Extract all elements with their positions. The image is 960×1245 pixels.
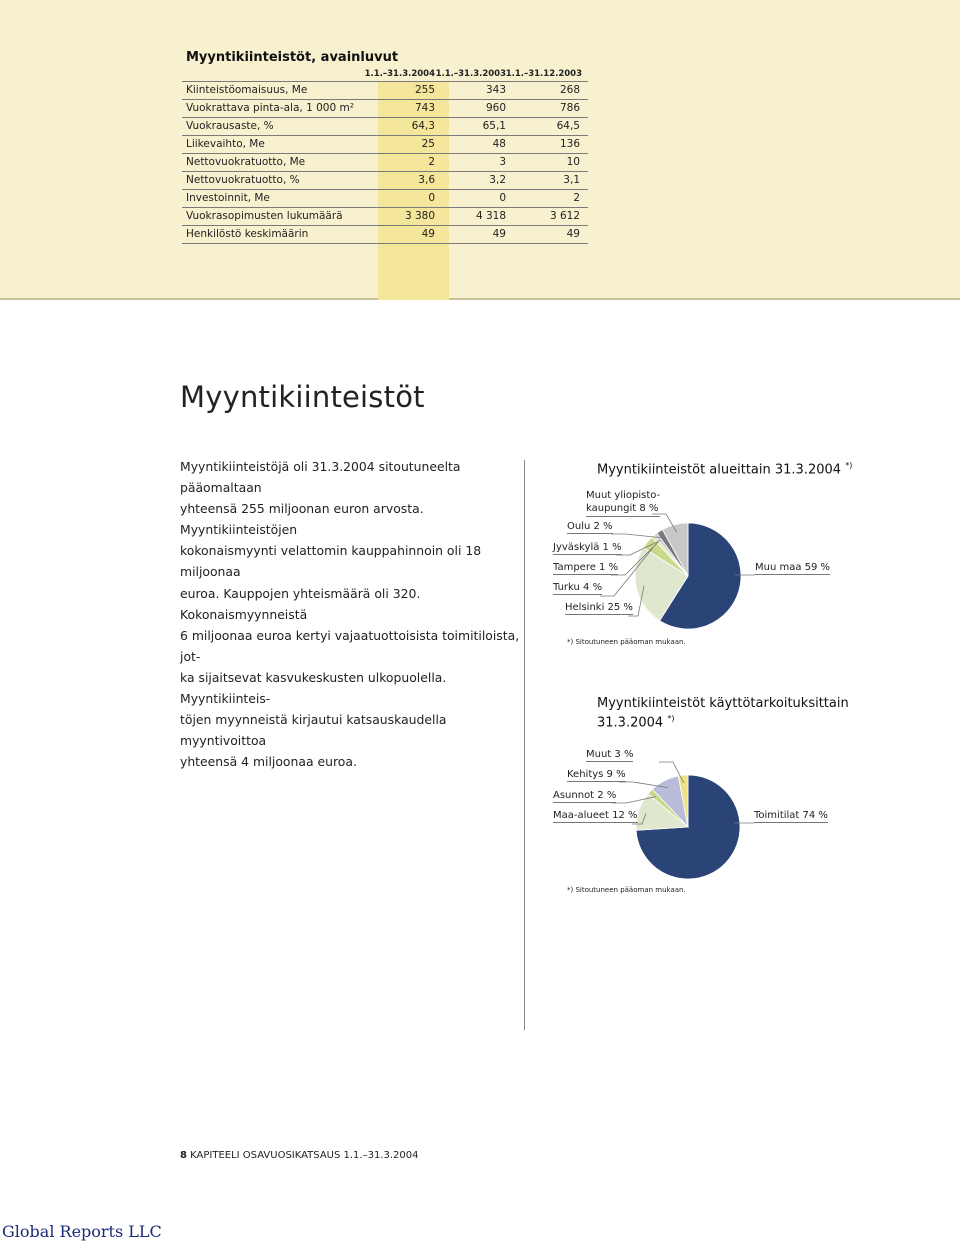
row-label: Vuokrattava pinta-ala, 1 000 m²	[186, 102, 354, 114]
cell-value: 3,2	[489, 174, 506, 186]
body-line: ka sijaitsevat kasvukeskusten ulkopuolella. Myyntikiinteis-	[180, 669, 447, 707]
key-figures-title: Myyntikiinteistöt, avainluvut	[186, 50, 399, 65]
cell-value: 64,3	[411, 120, 435, 132]
cell-value: 786	[559, 102, 580, 114]
cell-value: 2	[428, 156, 435, 168]
cell-value: 3 380	[404, 210, 435, 222]
row-label: Liikevaihto, Me	[186, 138, 265, 150]
cell-value: 25	[421, 138, 435, 150]
column-header: 1.1.–31.3.2004	[364, 69, 435, 79]
label-jyvaskyla: Jyväskylä 1 %	[553, 542, 622, 553]
cell-value: 49	[566, 228, 580, 240]
footnote-mark: *)	[845, 461, 853, 470]
body-line: töjen myynneistä kirjautui katsauskaudella myyntivoittoa	[180, 712, 447, 749]
cell-value: 3,6	[418, 174, 435, 186]
cell-value: 960	[485, 102, 506, 114]
label-toimitilat: Toimitilat 74 %	[754, 810, 828, 821]
cell-value: 743	[414, 102, 435, 114]
label-muut-usage: Muut 3 %	[586, 749, 634, 760]
column-header: 1.1.–31.12.2003	[505, 69, 582, 79]
cell-value: 65,1	[482, 120, 506, 132]
label-text: kaupungit 8 %	[586, 502, 660, 517]
page-number: 8	[180, 1150, 187, 1161]
cell-value: 0	[428, 192, 435, 204]
footnote-usage: *) Sitoutuneen pääoman mukaan.	[567, 886, 686, 894]
row-label: Investoinnit, Me	[186, 192, 270, 204]
row-label: Nettovuokratuotto, %	[186, 174, 300, 186]
body-line: Myyntikiinteistöjä oli 31.3.2004 sitoutuneelta pääomaltaan	[180, 459, 461, 496]
label-turku: Turku 4 %	[553, 582, 603, 593]
label-muut	[586, 489, 660, 517]
column-header: 1.1.–31.3.2003	[435, 69, 506, 79]
cell-value: 3	[499, 156, 506, 168]
cell-value: 4 318	[475, 210, 506, 222]
cell-value: 136	[559, 138, 580, 150]
row-label: Nettovuokratuotto, Me	[186, 156, 306, 168]
chart-title-usage	[597, 696, 849, 730]
body-line: yhteensä 255 miljoonan euron arvosta. Myyntikiinteistöjen	[180, 501, 424, 538]
body-line: 6 miljoonaa euroa kertyi vajaatuottoisista toimitiloista, jot-	[180, 627, 520, 664]
body-line: kokonaismyynti velattomin kauppahinnoin oli 18 miljoonaa	[180, 543, 482, 580]
label-tampere: Tampere 1 %	[553, 562, 619, 573]
row-label: Vuokrasopimusten lukumäärä	[186, 210, 343, 222]
row-label: Vuokrausaste, %	[186, 120, 274, 132]
chart-title-text: Myyntikiinteistöt alueittain 31.3.2004	[597, 462, 842, 478]
label-muu-maa: Muu maa 59 %	[755, 562, 831, 573]
cell-value: 64,5	[556, 120, 580, 132]
cell-value: 255	[414, 84, 435, 96]
label-maa-alueet: Maa-alueet 12 %	[553, 810, 638, 821]
footer-text: KAPITEELI OSAVUOSIKATSAUS 1.1.–31.3.2004	[190, 1150, 419, 1161]
cell-value: 0	[499, 192, 506, 204]
page-footer	[180, 1150, 419, 1161]
body-line: euroa. Kauppojen yhteismäärä oli 320. Kokonaismyynneistä	[180, 585, 421, 622]
cell-value: 48	[492, 138, 506, 150]
footnote-regions: *) Sitoutuneen pääoman mukaan.	[567, 638, 686, 646]
label-helsinki: Helsinki 25 %	[565, 602, 633, 613]
cell-value: 3,1	[563, 174, 580, 186]
label-oulu: Oulu 2 %	[567, 521, 613, 532]
cell-value: 343	[485, 84, 506, 96]
brand-logo-text: Global Reports LLC	[2, 1222, 162, 1241]
body-line: yhteensä 4 miljoonaa euroa.	[180, 754, 357, 770]
cell-value: 2	[573, 192, 580, 204]
label-asunnot: Asunnot 2 %	[553, 790, 617, 801]
cell-value: 3 612	[549, 210, 580, 222]
chart-title-text: Myyntikiinteistöt käyttötarkoituksittain	[597, 696, 849, 711]
cell-value: 49	[492, 228, 506, 240]
cell-value: 49	[421, 228, 435, 240]
label-text: Muut yliopisto-	[586, 490, 661, 501]
cell-value: 268	[559, 84, 580, 96]
row-label: Kiinteistöomaisuus, Me	[186, 84, 308, 96]
footnote-mark: *)	[667, 714, 675, 723]
chart-title-text: 31.3.2004	[597, 715, 664, 731]
row-label: Henkilöstö keskimäärin	[186, 228, 309, 240]
cell-value: 10	[566, 156, 580, 168]
label-kehitys: Kehitys 9 %	[567, 769, 626, 780]
section-title: Myyntikiinteistöt	[180, 380, 425, 414]
